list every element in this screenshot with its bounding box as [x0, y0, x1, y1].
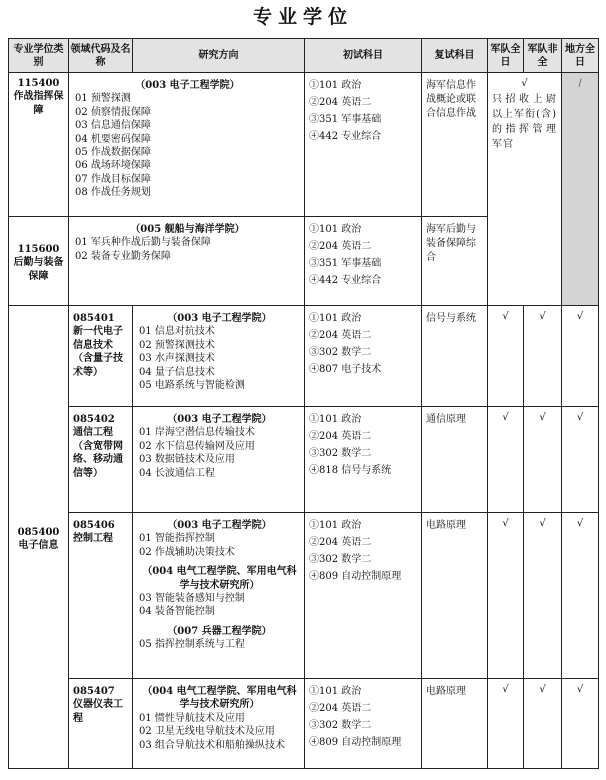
direction-item: 02 作战辅助决策技术	[139, 546, 235, 558]
category-code: 115600	[17, 243, 60, 255]
field-code: 085407	[73, 686, 115, 697]
exam-item: ④442 专业综合	[309, 131, 382, 142]
direction-cell	[133, 513, 305, 679]
direction-item: 04 机要密码保障	[75, 133, 151, 145]
mil-part-check: √	[524, 679, 562, 769]
exam-item: ③302 数学二	[309, 448, 372, 459]
direction-item: 03 水声探测技术	[139, 353, 215, 365]
civil-full-cell: /	[562, 73, 599, 306]
retest-cell: 海军信息作战概论或联合信息作战	[422, 73, 488, 217]
exam-item: ④809 自动控制原理	[309, 571, 402, 582]
direction-item: 03 信息通信保障	[75, 120, 151, 132]
header-exam: 初试科目	[305, 39, 422, 73]
category-name: 后勤与装备保障	[13, 257, 64, 282]
header-category: 专业学位类别	[9, 39, 69, 73]
military-note: 只招收上尉以上军衔(含)的指挥管理军官	[492, 94, 557, 151]
header-civil-full: 地方全日	[562, 39, 599, 73]
check-mark: √	[521, 78, 528, 89]
exam-item: ④807 电子技术	[309, 364, 382, 375]
mil-part-check: √	[524, 407, 562, 513]
civil-full-check: √	[562, 407, 599, 513]
direction-item: 04 装备智能控制	[139, 606, 215, 618]
exam-item: ②204 英语二	[309, 241, 372, 252]
exam-item: ③302 数学二	[309, 720, 372, 731]
retest-cell: 电路原理	[422, 679, 488, 769]
exam-item: ④809 自动控制原理	[309, 737, 402, 748]
table-row	[9, 73, 599, 217]
mil-full-check: √	[488, 679, 524, 769]
direction-item: 01 惯性导航技术及应用	[139, 712, 245, 724]
direction-item: 08 作战任务规划	[75, 187, 151, 199]
direction-item: 03 数据链技术及应用	[139, 454, 235, 466]
exam-item: ②204 英语二	[309, 537, 372, 548]
category-code: 085400	[17, 526, 60, 538]
school-name: （003 电子工程学院）	[167, 313, 272, 324]
school-name: （003 电子工程学院）	[167, 414, 272, 425]
exam-item: ④442 专业综合	[309, 275, 382, 286]
field-name: 控制工程	[73, 533, 113, 545]
exam-item: ①101 政治	[309, 80, 362, 91]
exam-cell	[305, 73, 422, 217]
exam-cell	[305, 679, 422, 769]
direction-item: 01 智能指挥控制	[139, 533, 215, 545]
category-name: 作战指挥保障	[13, 91, 64, 116]
category-cell	[9, 217, 69, 306]
direction-item: 01 军兵种作战后勤与装备保障	[75, 237, 211, 249]
direction-item: 04 量子信息技术	[139, 366, 215, 378]
mil-full-check: √	[488, 306, 524, 407]
category-cell	[9, 306, 69, 769]
header-field: 领域代码及名称	[69, 39, 133, 73]
retest-cell: 信号与系统	[422, 306, 488, 407]
exam-item: ③351 军事基础	[309, 114, 382, 125]
direction-item: 02 预警探测技术	[139, 339, 215, 351]
field-name: 新一代电子信息技术（含量子技术等）	[73, 326, 123, 378]
category-name: 电子信息	[18, 540, 59, 551]
military-note-cell	[488, 73, 562, 306]
mil-full-check: √	[488, 407, 524, 513]
direction-item: 02 卫星无线电导航技术及应用	[139, 726, 275, 738]
school-name: （007 兵器工程学院）	[167, 625, 272, 637]
category-cell	[9, 73, 69, 217]
civil-full-check: √	[562, 306, 599, 407]
school-name: （003 电子工程学院）	[167, 520, 272, 531]
school-name: （004 电气工程学院、军用电气科学与技术研究所）	[142, 686, 297, 711]
direction-item: 05 作战数据保障	[75, 147, 151, 159]
exam-item: ①101 政治	[309, 313, 362, 324]
field-name: 仪器仪表工程	[73, 699, 123, 724]
field-code: 085401	[73, 313, 115, 324]
exam-item: ③302 数学二	[309, 347, 372, 358]
civil-full-check: √	[562, 679, 599, 769]
admissions-table	[8, 38, 599, 769]
direction-item: 05 电路系统与智能检测	[139, 380, 245, 392]
retest-cell: 电路原理	[422, 513, 488, 679]
exam-item: ④818 信号与系统	[309, 465, 392, 476]
table-row	[9, 407, 599, 513]
field-cell	[69, 306, 133, 407]
school-name: （004 电气工程学院、军用电气科学与技术研究所）	[142, 566, 297, 591]
direction-item: 07 作战目标保障	[75, 173, 151, 185]
page-title: 专业学位	[252, 6, 353, 28]
direction-item: 03 智能装备感知与控制	[139, 593, 245, 605]
table-row	[9, 679, 599, 769]
direction-item: 02 水下信息传输网及应用	[139, 440, 255, 452]
mil-part-check: √	[524, 306, 562, 407]
direction-item: 02 装备专业勤务保障	[75, 250, 171, 262]
exam-cell	[305, 306, 422, 407]
category-code: 115400	[17, 78, 60, 89]
direction-item: 05 指挥控制系统与工程	[139, 639, 245, 651]
direction-cell	[133, 679, 305, 769]
exam-cell	[305, 407, 422, 513]
exam-item: ①101 政治	[309, 414, 362, 425]
exam-item: ①101 政治	[309, 686, 362, 697]
header-mil-part: 军队非全	[524, 39, 562, 73]
table-row	[9, 513, 599, 679]
direction-item: 04 长波通信工程	[139, 467, 215, 479]
mil-full-check: √	[488, 513, 524, 679]
direction-item: 03 组合导航技术和船舶操纵技术	[139, 739, 285, 751]
direction-cell	[69, 217, 305, 306]
retest-cell: 海军后勤与装备保障综合	[422, 217, 488, 306]
civil-full-check: √	[562, 513, 599, 679]
direction-cell	[133, 407, 305, 513]
direction-item: 01 信息对抗技术	[139, 326, 215, 338]
field-name: 通信工程（含宽带网络、移动通信等）	[73, 427, 123, 479]
table-row	[9, 306, 599, 407]
direction-item: 01 预警探测	[75, 93, 131, 105]
field-cell	[69, 407, 133, 513]
direction-cell	[133, 306, 305, 407]
exam-item: ②204 英语二	[309, 703, 372, 714]
exam-cell	[305, 513, 422, 679]
exam-item: ①101 政治	[309, 224, 362, 235]
field-cell	[69, 679, 133, 769]
exam-item: ③302 数学二	[309, 554, 372, 565]
exam-item: ②204 英语二	[309, 97, 372, 108]
direction-cell	[69, 73, 305, 217]
school-name: （003 电子工程学院）	[135, 80, 240, 91]
field-code: 085406	[73, 520, 115, 531]
retest-cell: 通信原理	[422, 407, 488, 513]
direction-item: 06 战场环境保障	[75, 160, 151, 172]
field-code: 085402	[73, 414, 115, 425]
header-direction: 研究方向	[133, 39, 305, 73]
mil-part-check: √	[524, 513, 562, 679]
header-row	[9, 39, 599, 73]
direction-item: 01 岸海空潜信息传输技术	[139, 427, 255, 439]
exam-item: ②204 英语二	[309, 330, 372, 341]
direction-item: 02 侦察情报保障	[75, 106, 151, 118]
exam-item: ①101 政治	[309, 520, 362, 531]
field-cell	[69, 513, 133, 679]
exam-item: ③351 军事基础	[309, 258, 382, 269]
exam-cell	[305, 217, 422, 306]
exam-item: ②204 英语二	[309, 431, 372, 442]
header-mil-full: 军队全日	[488, 39, 524, 73]
header-retest: 复试科目	[422, 39, 488, 73]
school-name: （005 舰船与海洋学院）	[130, 224, 245, 235]
